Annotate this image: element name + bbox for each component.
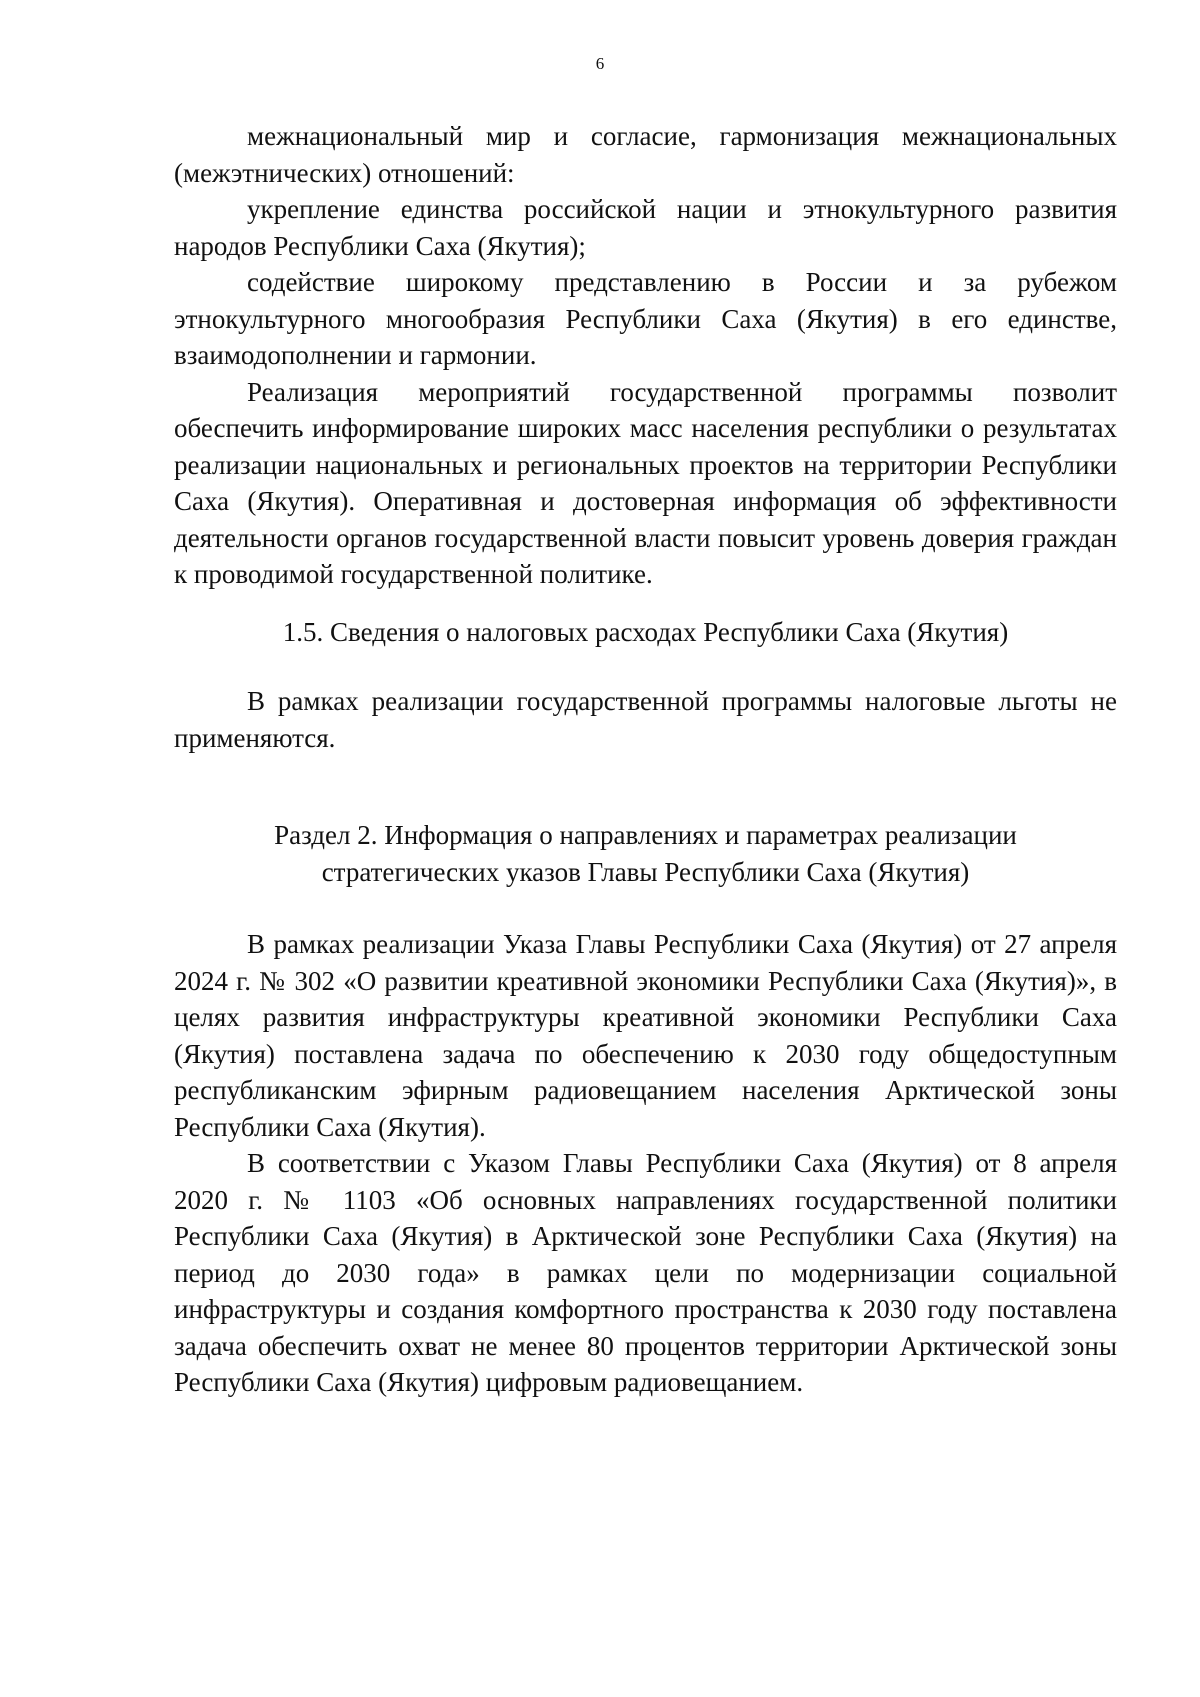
paragraph-interethnic-peace: межнациональный мир и согласие, гармонизация межнациональных (межэтнических) отношений: [174,121,1117,188]
paragraph-program-results: Реализация мероприятий государственной программы позволит обеспечить информирование широких масс населения республики о результатах реализации национальных и региональных проектов на территории Республики Саха (Якутия). Оперативная и достоверная информация об эффективности деятельности органов государственной власти повысит уровень доверия граждан к проводимой государственной политике. [174,376,1117,589]
section-1-5-text: В рамках реализации государственной программы налоговые льготы не применяются. [174,686,1117,753]
section-1-5-heading: 1.5. Сведения о налоговых расходах Республики Саха (Якутия) [282,616,1009,647]
section-2-heading [174,817,1117,890]
paragraph-unity: укрепление единства российской нации и этнокультурного развития народов Республики Саха (Якутия); [174,194,1117,261]
paragraph-decree-302: В рамках реализации Указа Главы Республики Саха (Якутия) от 27 апреля 2024 г. № 302 «О развитии креативной экономики Республики Саха (Якутия)», в целях развития инфраструктуры креативной экономики Республики Саха (Якутия) поставлена задача по обеспечению к 2030 году общедоступным республиканским эфирным радиовещанием населения Арктической зоны Республики Саха (Якутия). [174,929,1117,1142]
page-number: 6 [595,54,605,73]
paragraph-diversity: содействие широкому представлению в России и за рубежом этнокультурного многообразия Республики Саха (Якутия) в его единстве, взаимодополнении и гармонии. [174,267,1117,370]
paragraph-decree-1103: В соответствии с Указом Главы Республики Саха (Якутия) от 8 апреля 2020 г. № 1103 «Об основных направлениях государственной политики Республики Саха (Якутия) в Арктической зоне Республики Саха (Якутия) на период до 2030 года» в рамках цели по модернизации социальной инфраструктуры и создания комфортного пространства к 2030 году поставлена задача обеспечить охват не менее 80 процентов территории Арктической зоны Республики Саха (Якутия) цифровым радиовещанием. [174,1148,1117,1397]
section-2-heading-line-1: Раздел 2. Информация о направлениях и параметрах реализации [274,820,1017,850]
document-body [174,118,1117,1401]
section-2-heading-line-2: стратегических указов Главы Республики Саха (Якутия) [321,856,970,887]
